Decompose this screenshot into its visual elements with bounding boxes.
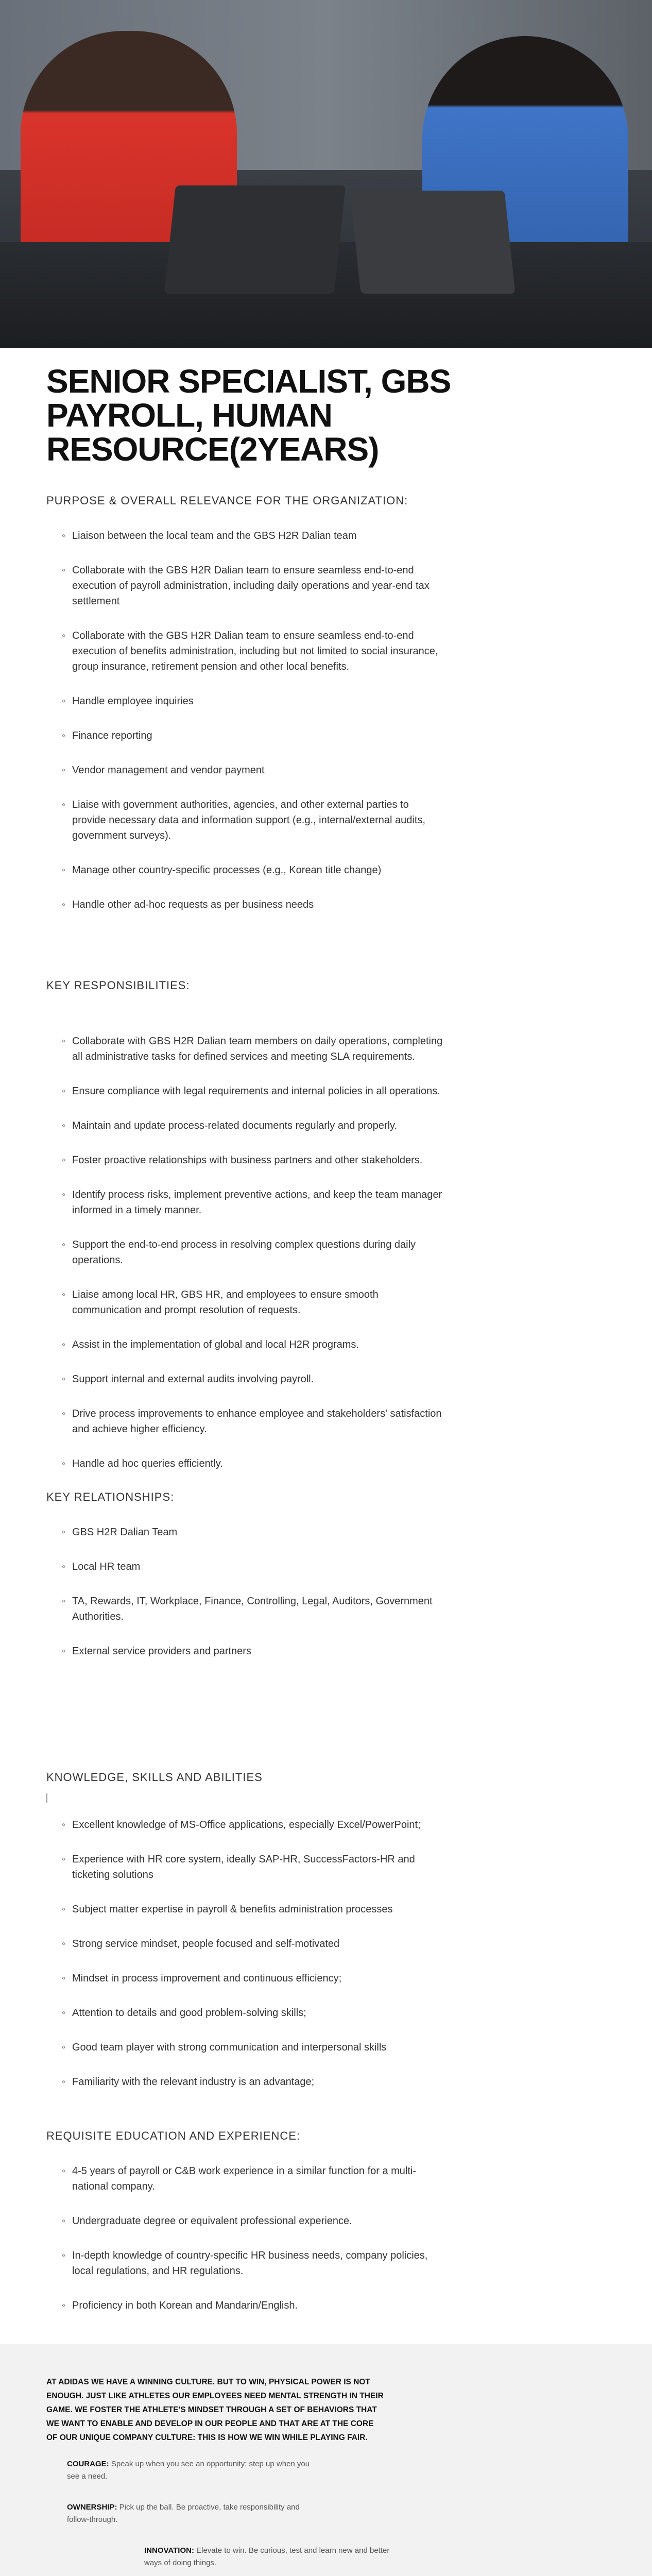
list-item: ◦ Foster proactive relationships with business partners and other stakeholders. xyxy=(62,1153,443,1168)
culture-section xyxy=(0,2344,652,2576)
list-item: ◦ Liaise among local HR, GBS HR, and employees to ensure smooth communication and prompt resolution of requests. xyxy=(62,1287,443,1318)
list-item: ◦ Undergraduate degree or equivalent professional experience. xyxy=(62,2213,443,2229)
list-item: ◦ Local HR team xyxy=(62,1559,443,1574)
education-list xyxy=(46,2163,606,2313)
list-item: ◦ Maintain and update process-related documents regularly and properly. xyxy=(62,1118,443,1133)
value-text: Speak up when you see an opportunity; step up when you see a need. xyxy=(67,2460,310,2481)
list-item: ◦ Ensure compliance with legal requirements and internal policies in all operations. xyxy=(62,1083,443,1099)
skills-list xyxy=(46,1817,606,2090)
responsibilities-heading: KEY RESPONSIBILITIES: xyxy=(46,979,190,992)
list-item: ◦ Support the end-to-end process in resolving complex questions during daily operations. xyxy=(62,1237,443,1268)
job-title: SENIOR SPECIALIST, GBS PAYROLL, HUMAN RESOURCE(2YEARS) xyxy=(46,363,451,468)
list-item: ◦ Handle employee inquiries xyxy=(62,693,443,709)
relationships-list xyxy=(46,1524,606,1659)
list-item: ◦ Manage other country-specific processes (e.g., Korean title change) xyxy=(62,862,443,878)
list-item: ◦ Assist in the implementation of global and local H2R programs. xyxy=(62,1337,443,1352)
value-label: INNOVATION: xyxy=(144,2546,194,2555)
list-item: ◦ Familiarity with the relevant industry is an advantage; xyxy=(62,2074,443,2090)
list-item: ◦ Collaborate with the GBS H2R Dalian team to ensure seamless end-to-end execution of benefits administration, including but not limited to social insurance, group insurance, retirement pension and other local benefits. xyxy=(62,628,443,674)
list-item: ◦ GBS H2R Dalian Team xyxy=(62,1524,443,1540)
spacer xyxy=(46,1678,606,1771)
spacer xyxy=(46,2109,606,2129)
relationships-heading: KEY RELATIONSHIPS: xyxy=(46,1490,175,1503)
list-item: ◦ Finance reporting xyxy=(62,728,443,743)
list-item: ◦ Proficiency in both Korean and Mandarin/English. xyxy=(62,2298,443,2313)
job-content xyxy=(0,364,652,2313)
list-item: ◦ External service providers and partners xyxy=(62,1643,443,1659)
skills-heading: KNOWLEDGE, SKILLS AND ABILITIES xyxy=(46,1771,263,1784)
responsibilities-section xyxy=(46,979,606,1471)
list-item: ◦ Handle ad hoc queries efficiently. xyxy=(62,1456,443,1471)
list-item: ◦ Attention to details and good problem-solving skills; xyxy=(62,2005,443,2021)
education-section xyxy=(46,2129,606,2313)
value-label: COURAGE: xyxy=(67,2460,109,2468)
value-label: OWNERSHIP: xyxy=(67,2503,117,2512)
list-item: ◦ Vendor management and vendor payment xyxy=(62,762,443,778)
list-item: ◦ Identify process risks, implement preventive actions, and keep the team manager informed in a timely manner. xyxy=(62,1187,443,1218)
value-text: Pick up the ball. Be proactive, take responsibility and follow-through. xyxy=(67,2503,300,2524)
list-item: ◦ Handle other ad-hoc requests as per business needs xyxy=(62,897,443,912)
value-innovation xyxy=(144,2545,391,2569)
spacer xyxy=(46,1013,606,1033)
spacer xyxy=(46,931,606,979)
purpose-list xyxy=(46,528,606,912)
list-item: ◦ Liaise with government authorities, agencies, and other external parties to provide necessary data and information support (e.g., internal/external audits, government surveys). xyxy=(62,797,443,843)
culture-intro: AT ADIDAS WE HAVE A WINNING CULTURE. BUT TO WIN, PHYSICAL POWER IS NOT ENOUGH. JUST LIKE ATHLETES OUR EMPLOYEES NEED MENTAL STRENGTH IN THEIR GAME. WE FOSTER THE ATHLETE'S MINDSET THROUGH A SET OF BEHAVIORS THAT WE WANT TO ENABLE AND DEVELOP IN OUR PEOPLE AND THAT ARE AT THE CORE OF OUR UNIQUE COMPANY CULTURE: THIS IS HOW WE WIN WHILE PLAYING FAIR. xyxy=(46,2378,384,2442)
hero-laptop-right xyxy=(350,191,515,294)
responsibilities-list xyxy=(46,1033,606,1471)
text-cursor xyxy=(46,1793,47,1803)
list-item: ◦ Mindset in process improvement and continuous efficiency; xyxy=(62,1971,443,1986)
list-item: ◦ In-depth knowledge of country-specific HR business needs, company policies, local regulations, and HR regulations. xyxy=(62,2248,443,2279)
purpose-section xyxy=(46,494,606,912)
education-heading: REQUISITE EDUCATION AND EXPERIENCE: xyxy=(46,2129,301,2142)
list-item: ◦ Collaborate with the GBS H2R Dalian team to ensure seamless end-to-end execution of payroll administration, including daily operations and year-end tax settlement xyxy=(62,563,443,609)
relationships-section xyxy=(46,1490,606,1659)
value-ownership xyxy=(67,2501,314,2526)
list-item: ◦ Liaison between the local team and the GBS H2R Dalian team xyxy=(62,528,443,544)
value-text: Elevate to win. Be curious, test and learn new and better ways of doing things. xyxy=(144,2546,390,2567)
list-item: ◦ 4-5 years of payroll or C&B work experience in a similar function for a multi-national company. xyxy=(62,2163,443,2194)
list-item: ◦ Strong service mindset, people focused and self-motivated xyxy=(62,1936,443,1952)
list-item: ◦ Excellent knowledge of MS-Office applications, especially Excel/PowerPoint; xyxy=(62,1817,443,1833)
list-item: ◦ Experience with HR core system, ideally SAP-HR, SuccessFactors-HR and ticketing solutions xyxy=(62,1852,443,1883)
list-item: ◦ Subject matter expertise in payroll & benefits administration processes xyxy=(62,1902,443,1917)
list-item: ◦ Support internal and external audits involving payroll. xyxy=(62,1371,443,1387)
hero-laptop-left xyxy=(164,185,346,294)
skills-section xyxy=(46,1771,606,2090)
list-item: ◦ Collaborate with GBS H2R Dalian team members on daily operations, completing all administrative tasks for defined services and meeting SLA requirements. xyxy=(62,1033,443,1064)
list-item: ◦ TA, Rewards, IT, Workplace, Finance, Controlling, Legal, Auditors, Government Authorities. xyxy=(62,1594,443,1624)
list-item: ◦ Good team player with strong communication and interpersonal skills xyxy=(62,2040,443,2055)
purpose-heading: PURPOSE & OVERALL RELEVANCE FOR THE ORGANIZATION: xyxy=(46,494,408,507)
hero-image xyxy=(0,0,652,348)
value-courage xyxy=(67,2458,314,2483)
list-item: ◦ Drive process improvements to enhance employee and stakeholders' satisfaction and achieve higher efficiency. xyxy=(62,1406,443,1437)
